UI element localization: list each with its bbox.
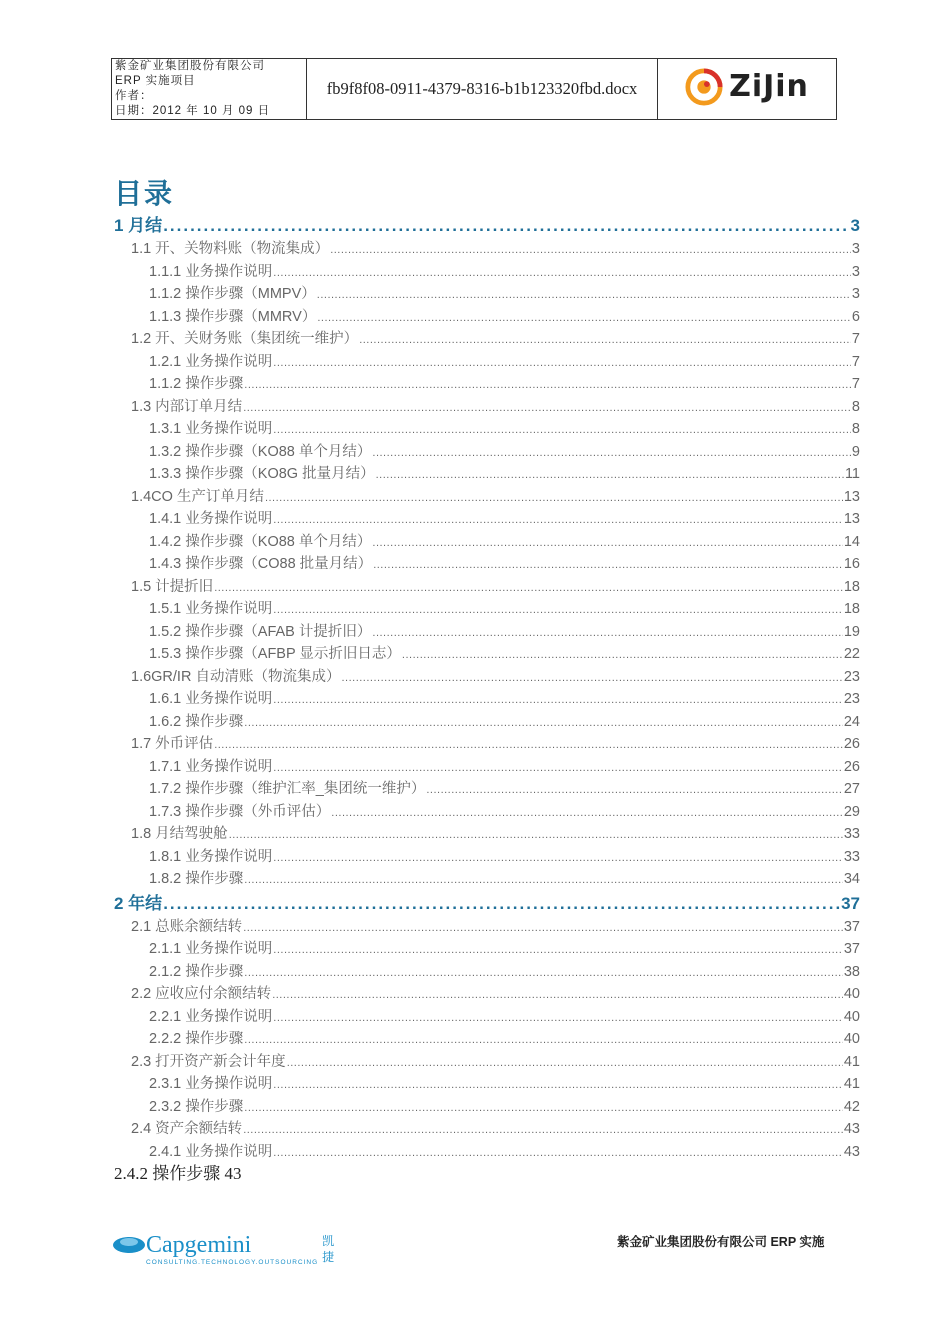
toc-dot-leader — [229, 823, 843, 846]
toc-entry-label: 1.4.1 业务操作说明 — [149, 511, 273, 527]
toc-entry[interactable] — [114, 916, 860, 939]
toc-entry[interactable] — [114, 1073, 860, 1096]
toc-plain-entry: 2.4.2 操作步骤 43 — [114, 1164, 242, 1183]
toc-entry-label: 2.3.2 操作步骤 — [149, 1098, 244, 1115]
toc-dot-leader — [341, 666, 842, 689]
toc-dot-leader — [243, 396, 851, 419]
toc-entry-page: 7 — [851, 331, 860, 347]
toc-entry[interactable] — [114, 1096, 860, 1119]
toc-entry[interactable] — [114, 666, 860, 689]
toc-entry-label: 1.1.2 操作步骤 — [149, 376, 244, 392]
toc-entry[interactable] — [114, 1006, 860, 1029]
toc-entry[interactable] — [114, 261, 860, 284]
toc-entry[interactable] — [114, 983, 860, 1006]
toc-entry-page: 16 — [843, 556, 860, 572]
toc-dot-leader — [426, 778, 843, 801]
toc-entry-label: 1.2 开、关财务账（集团统一维护） — [131, 331, 359, 347]
toc-entry[interactable] — [114, 328, 860, 351]
toc-entry-page: 33 — [843, 826, 860, 842]
toc-entry-label: 1.7.2 操作步骤（维护汇率_集团统一维护） — [149, 781, 426, 797]
toc-entry-label: 1.8.1 业务操作说明 — [149, 848, 273, 865]
toc-entry[interactable] — [114, 463, 860, 486]
toc-entry-page: 37 — [843, 941, 860, 957]
toc-dot-leader — [244, 711, 843, 734]
toc-dot-leader — [273, 938, 843, 961]
toc-entry[interactable] — [114, 598, 860, 621]
toc-entry-label: 2.3 打开资产新会计年度 — [131, 1053, 286, 1070]
toc-entry-page: 7 — [851, 376, 860, 392]
toc-entry-label: 1.1.2 操作步骤（MMPV） — [149, 286, 316, 302]
header-info-cell — [112, 59, 307, 120]
table-of-contents — [114, 213, 860, 1163]
toc-entry-page: 26 — [843, 736, 860, 752]
toc-entry[interactable] — [114, 531, 860, 554]
toc-entry[interactable] — [114, 823, 860, 846]
toc-entry[interactable] — [114, 441, 860, 464]
toc-dot-leader — [273, 351, 851, 374]
toc-entry-label: 1.1 开、关物料账（物流集成） — [131, 241, 330, 257]
toc-dot-leader — [373, 553, 843, 576]
toc-entry-page: 3 — [851, 263, 860, 280]
toc-dot-leader — [273, 1141, 843, 1164]
toc-entry[interactable] — [114, 553, 860, 576]
zijin-logo-text: ZiJin — [729, 69, 809, 104]
toc-title: 目录 — [114, 178, 175, 209]
header-filename: fb9f8f08-0911-4379-8316-b1b123320fbd.docx — [307, 59, 658, 120]
toc-entry-page: 19 — [843, 623, 860, 640]
toc-entry[interactable] — [114, 213, 860, 238]
capgemini-tagline: CONSULTING.TECHNOLOGY.OUTSOURCING — [146, 1259, 319, 1266]
toc-dot-leader — [244, 868, 843, 891]
toc-dot-leader — [243, 1118, 843, 1141]
toc-entry-page: 24 — [843, 713, 860, 730]
toc-dot-leader — [244, 961, 843, 984]
toc-entry[interactable] — [114, 938, 860, 961]
toc-entry-label: 2.3.1 业务操作说明 — [149, 1076, 273, 1092]
toc-dot-leader — [402, 643, 843, 666]
header-project: ERP 实施项目 — [115, 75, 196, 87]
toc-dot-leader — [243, 916, 843, 939]
toc-dot-leader — [372, 441, 851, 464]
toc-dot-leader — [265, 486, 843, 509]
toc-entry-label: 1.3.3 操作步骤（KO8G 批量月结） — [149, 466, 375, 482]
toc-entry[interactable] — [114, 643, 860, 666]
header-author: 作者： — [115, 90, 153, 102]
toc-entry-label: 1.8 月结驾驶舱 — [131, 826, 228, 842]
toc-dot-leader — [273, 418, 851, 441]
capgemini-logo — [112, 1232, 334, 1266]
toc-dot-leader — [273, 1073, 843, 1096]
toc-entry-label: 1.5.1 业务操作说明 — [149, 601, 273, 617]
toc-dot-leader — [163, 891, 840, 916]
toc-entry[interactable] — [114, 1028, 860, 1051]
capgemini-spade-icon — [112, 1232, 146, 1258]
toc-entry-page: 40 — [843, 986, 860, 1002]
header-date: 日期：2012 年 10 月 09 日 — [115, 105, 271, 117]
toc-entry[interactable] — [114, 486, 860, 509]
toc-entry-page: 43 — [843, 1143, 860, 1160]
toc-entry[interactable] — [114, 778, 860, 801]
toc-entry-label: 2.1 总账余额结转 — [131, 918, 243, 935]
header-company: 紫金矿业集团股份有限公司 — [115, 60, 265, 72]
toc-entry-label: 2.4 资产余额结转 — [131, 1121, 243, 1137]
toc-entry-label: 1.7.1 业务操作说明 — [149, 758, 273, 775]
toc-entry[interactable] — [114, 711, 860, 734]
toc-dot-leader — [330, 238, 851, 261]
toc-entry-page: 34 — [843, 871, 860, 887]
toc-entry[interactable] — [114, 891, 860, 916]
toc-entry[interactable] — [114, 396, 860, 419]
toc-entry-page: 3 — [850, 216, 860, 235]
toc-entry-page: 26 — [843, 758, 860, 775]
toc-entry[interactable] — [114, 756, 860, 779]
toc-entry[interactable] — [114, 868, 860, 891]
toc-entry[interactable] — [114, 373, 860, 396]
toc-entry-label: 2 年结 — [114, 893, 163, 913]
toc-entry-page: 14 — [843, 533, 860, 550]
toc-entry[interactable] — [114, 576, 860, 599]
toc-entry-page: 40 — [843, 1008, 860, 1025]
toc-entry-label: 1.8.2 操作步骤 — [149, 871, 244, 887]
toc-entry-label: 1.3 内部订单月结 — [131, 398, 243, 415]
toc-entry-page: 22 — [843, 646, 860, 662]
toc-entry-page: 33 — [843, 848, 860, 865]
toc-entry[interactable] — [114, 733, 860, 756]
toc-entry-page: 41 — [843, 1076, 860, 1092]
toc-dot-leader — [244, 1096, 843, 1119]
capgemini-cn-1: 凯 — [322, 1234, 335, 1248]
toc-entry[interactable] — [114, 508, 860, 531]
toc-entry-page: 37 — [841, 893, 860, 913]
toc-entry-label: 1.4CO 生产订单月结 — [131, 488, 264, 505]
toc-entry-label: 2.1.2 操作步骤 — [149, 963, 244, 980]
toc-dot-leader — [317, 306, 851, 329]
footer-text: 紫金矿业集团股份有限公司 ERP 实施 — [617, 1235, 825, 1249]
toc-entry-label: 1.6.1 业务操作说明 — [149, 691, 273, 707]
toc-entry-label: 1.7 外币评估 — [131, 736, 214, 752]
toc-entry-label: 1 月结 — [114, 216, 163, 235]
toc-entry[interactable] — [114, 238, 860, 261]
toc-entry-label: 2.2.1 业务操作说明 — [149, 1008, 273, 1025]
toc-entry-label: 1.2.1 业务操作说明 — [149, 353, 273, 370]
toc-entry-page: 18 — [843, 601, 860, 617]
document-header — [111, 58, 837, 120]
toc-entry-label: 1.7.3 操作步骤（外币评估） — [149, 803, 331, 820]
toc-entry-label: 1.6GR/IR 自动清账（物流集成） — [131, 668, 341, 685]
toc-entry[interactable] — [114, 621, 860, 644]
toc-entry-page: 41 — [843, 1053, 860, 1070]
toc-entry-label: 1.5.2 操作步骤（AFAB 计提折旧） — [149, 623, 372, 640]
toc-entry-page: 42 — [843, 1098, 860, 1115]
toc-entry-page: 13 — [843, 488, 860, 505]
toc-entry[interactable] — [114, 283, 860, 306]
toc-entry[interactable] — [114, 1051, 860, 1074]
toc-dot-leader — [331, 801, 843, 824]
toc-entry-page: 8 — [851, 421, 860, 437]
toc-entry[interactable] — [114, 1118, 860, 1141]
toc-dot-leader — [359, 328, 851, 351]
toc-entry-page: 3 — [851, 241, 860, 257]
toc-entry-page: 43 — [843, 1121, 860, 1137]
toc-dot-leader — [372, 531, 842, 554]
toc-entry-page: 23 — [843, 668, 860, 685]
toc-dot-leader — [376, 463, 844, 486]
toc-entry-label: 1.1.1 业务操作说明 — [149, 263, 273, 280]
toc-dot-leader — [273, 688, 843, 711]
toc-entry-label: 2.4.1 业务操作说明 — [149, 1143, 273, 1160]
toc-entry-page: 38 — [843, 963, 860, 980]
toc-entry-page: 18 — [843, 578, 860, 595]
toc-dot-leader — [273, 846, 843, 869]
toc-entry-label: 2.2.2 操作步骤 — [149, 1031, 244, 1047]
toc-entry-label: 1.5 计提折旧 — [131, 578, 214, 595]
toc-entry-page: 11 — [844, 466, 860, 482]
toc-dot-leader — [163, 213, 849, 238]
toc-dot-leader — [244, 373, 851, 396]
toc-dot-leader — [372, 621, 842, 644]
toc-entry[interactable] — [114, 306, 860, 329]
toc-entry[interactable] — [114, 801, 860, 824]
toc-entry-page: 6 — [851, 308, 860, 325]
toc-entry-page: 37 — [843, 918, 860, 935]
toc-entry[interactable] — [114, 688, 860, 711]
header-logo-cell — [658, 59, 837, 120]
toc-entry-label: 2.1.1 业务操作说明 — [149, 941, 273, 957]
toc-entry-label: 1.1.3 操作步骤（MMRV） — [149, 308, 317, 325]
toc-entry[interactable] — [114, 418, 860, 441]
toc-entry[interactable] — [114, 846, 860, 869]
toc-entry-page: 8 — [851, 398, 860, 415]
toc-dot-leader — [273, 598, 843, 621]
toc-dot-leader — [317, 283, 851, 306]
toc-dot-leader — [273, 508, 843, 531]
toc-entry-page: 40 — [843, 1031, 860, 1047]
capgemini-cn-2: 捷 — [322, 1250, 335, 1264]
toc-entry-page: 9 — [851, 443, 860, 460]
toc-entry-label: 1.5.3 操作步骤（AFBP 显示折旧日志） — [149, 646, 401, 662]
toc-entry-page: 7 — [851, 353, 860, 370]
toc-dot-leader — [287, 1051, 843, 1074]
toc-entry-page: 23 — [843, 691, 860, 707]
toc-entry-page: 13 — [843, 511, 860, 527]
toc-entry-page: 27 — [843, 781, 860, 797]
toc-dot-leader — [214, 576, 843, 599]
toc-entry-label: 1.3.2 操作步骤（KO88 单个月结） — [149, 443, 372, 460]
toc-entry[interactable] — [114, 351, 860, 374]
toc-dot-leader — [214, 733, 843, 756]
toc-entry-page: 3 — [851, 286, 860, 302]
zijin-swirl-icon — [685, 68, 723, 106]
toc-entry-label: 1.4.3 操作步骤（CO88 批量月结） — [149, 556, 373, 572]
toc-entry-page: 29 — [843, 803, 860, 820]
toc-entry[interactable] — [114, 961, 860, 984]
toc-dot-leader — [273, 1006, 843, 1029]
toc-dot-leader — [244, 1028, 843, 1051]
capgemini-wordmark: Capgemini — [146, 1232, 252, 1258]
toc-entry-label: 1.6.2 操作步骤 — [149, 713, 244, 730]
toc-entry-label: 1.3.1 业务操作说明 — [149, 421, 273, 437]
toc-entry-label: 2.2 应收应付余额结转 — [131, 986, 272, 1002]
toc-entry-label: 1.4.2 操作步骤（KO88 单个月结） — [149, 533, 372, 550]
toc-dot-leader — [272, 983, 843, 1006]
zijin-logo — [685, 68, 809, 106]
toc-dot-leader — [273, 261, 851, 284]
toc-dot-leader — [273, 756, 843, 779]
